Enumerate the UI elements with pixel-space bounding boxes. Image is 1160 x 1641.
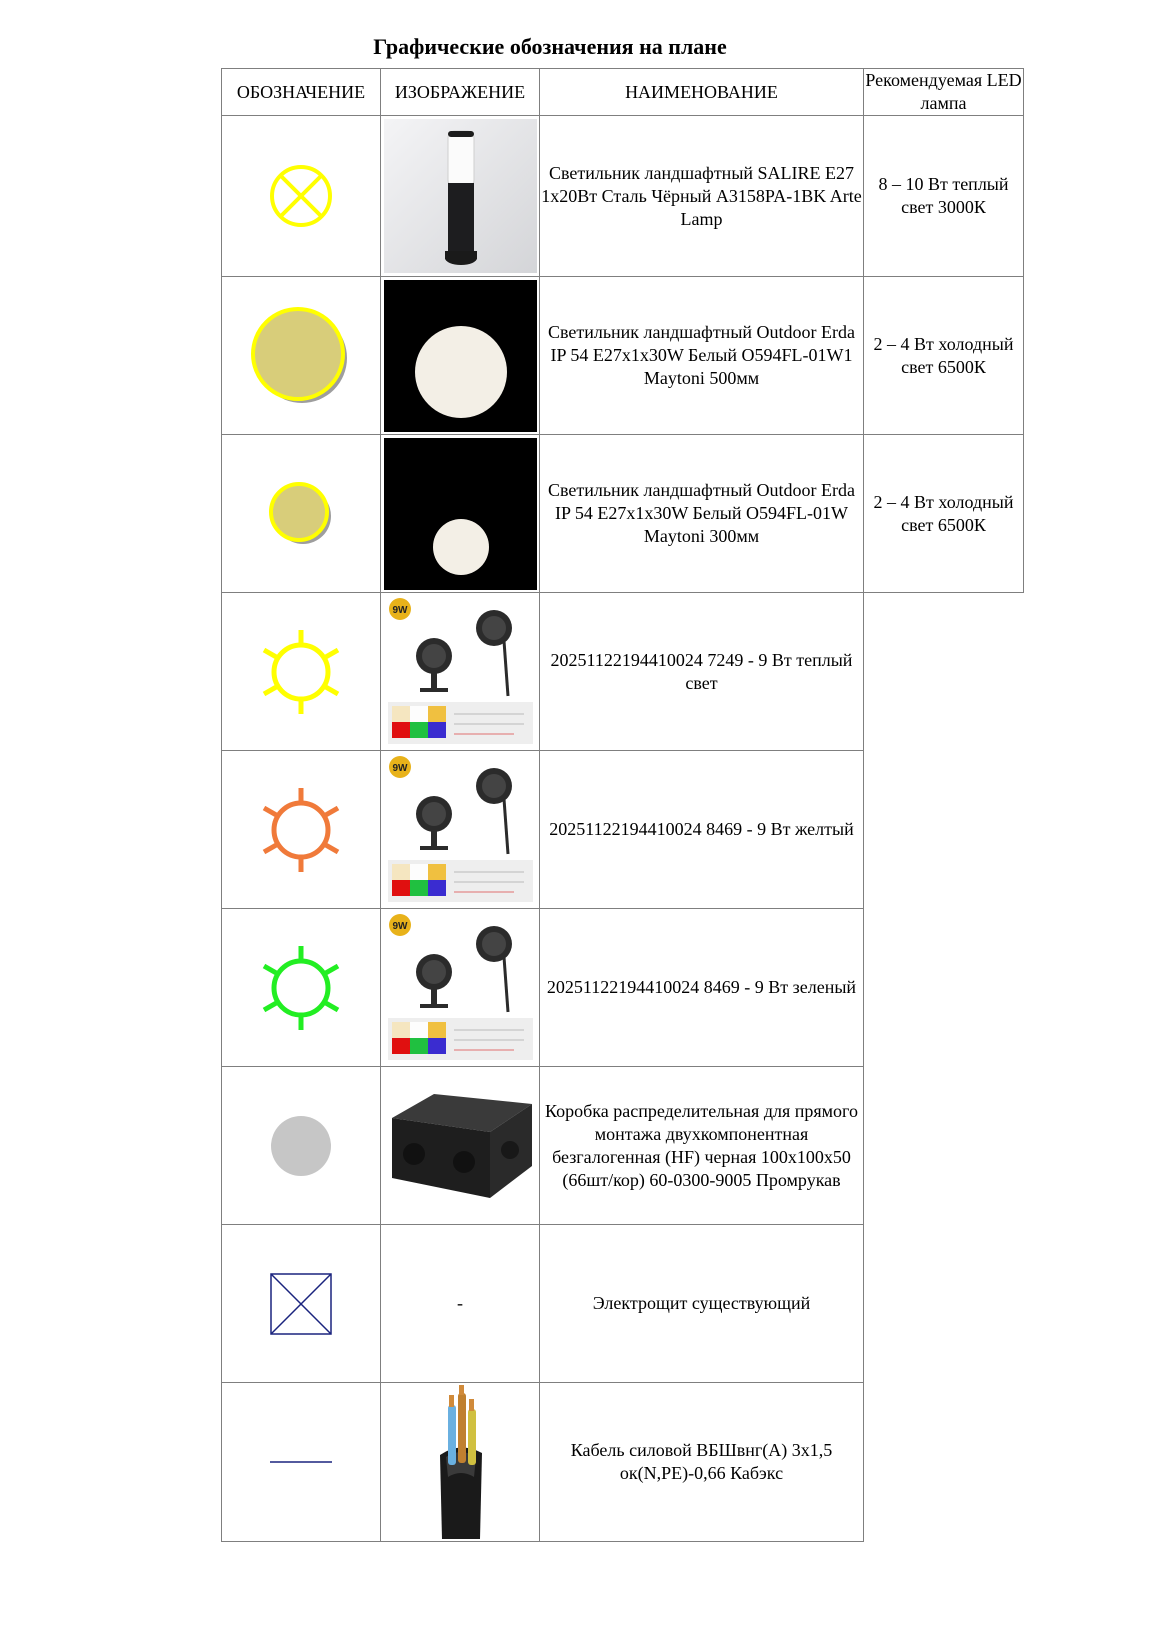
empty-cell	[864, 1225, 1024, 1383]
circle-cross-yellow-icon	[266, 161, 336, 231]
symbols-table	[221, 68, 1024, 1542]
table-row	[222, 1383, 1024, 1542]
power-cable-photo	[384, 1385, 537, 1539]
empty-cell	[864, 593, 1024, 751]
blue-line-icon	[270, 1459, 332, 1465]
image-cell	[381, 1383, 540, 1542]
table-row	[222, 909, 1024, 1067]
table-row	[222, 435, 1024, 593]
symbol-cell	[222, 1225, 381, 1383]
badge-9w: 9W	[392, 762, 407, 774]
table-row	[222, 1067, 1024, 1225]
badge-9w: 9W	[392, 604, 407, 616]
symbol-cell	[222, 1067, 381, 1225]
sun-orange-icon	[256, 785, 346, 875]
table-row	[222, 277, 1024, 435]
spike-spotlight-photo	[384, 912, 537, 1064]
image-placeholder-dash: -	[381, 1225, 540, 1383]
small-yellow-circle-icon	[266, 481, 336, 547]
badge-9w: 9W	[392, 920, 407, 932]
image-cell	[381, 909, 540, 1067]
white-sphere-large-photo	[384, 280, 537, 432]
symbol-cell	[222, 593, 381, 751]
image-cell	[381, 116, 540, 277]
white-sphere-small-photo	[384, 438, 537, 590]
sun-yellow-icon	[256, 627, 346, 717]
name-cell: Кабель силовой ВБШвнг(А) 3х1,5 ок(N,PE)-0,66 Кабэкс	[540, 1383, 864, 1542]
table-row	[222, 116, 1024, 277]
black-junction-box-photo	[384, 1070, 537, 1222]
name-cell: Светильник ландшафтный Outdoor Erda IP 54 E27x1x30W Белый O594FL-01W Maytoni 300мм	[540, 435, 864, 593]
name-cell: 20251122194410024 8469 - 9 Вт желтый	[540, 751, 864, 909]
image-cell	[381, 1067, 540, 1225]
symbol-cell	[222, 435, 381, 593]
image-cell	[381, 593, 540, 751]
spike-spotlight-photo	[384, 754, 537, 906]
symbol-cell	[222, 751, 381, 909]
header-name: НАИМЕНОВАНИЕ	[540, 69, 864, 116]
header-image: ИЗОБРАЖЕНИЕ	[381, 69, 540, 116]
symbol-cell	[222, 909, 381, 1067]
name-cell: 20251122194410024 8469 - 9 Вт зеленый	[540, 909, 864, 1067]
empty-cell	[864, 1383, 1024, 1542]
square-cross-blue-icon	[270, 1273, 332, 1335]
large-yellow-circle-icon	[247, 306, 355, 406]
image-cell	[381, 277, 540, 435]
name-cell: Светильник ландшафтный Outdoor Erda IP 54 E27x1x30W Белый O594FL-01W1 Maytoni 500мм	[540, 277, 864, 435]
name-cell: 20251122194410024 7249 - 9 Вт теплый свет	[540, 593, 864, 751]
table-row	[222, 593, 1024, 751]
name-cell: Светильник ландшафтный SALIRE E27 1x20Вт Сталь Чёрный A3158PA-1BK Arte Lamp	[540, 116, 864, 277]
image-cell	[381, 751, 540, 909]
page-title: Графические обозначения на плане	[373, 34, 727, 59]
name-cell: Коробка распределительная для прямого монтажа двухкомпонентная безгалогенная (HF) черная 100х100х50 (66шт/кор) 60-0300-9005 Промрукав	[540, 1067, 864, 1225]
header-recommended-lamp: Рекомендуемая LED лампа	[864, 69, 1024, 116]
header-symbol: ОБОЗНАЧЕНИЕ	[222, 69, 381, 116]
table-row	[222, 1225, 1024, 1383]
lamp-cell: 8 – 10 Вт теплый свет 3000К	[864, 116, 1024, 277]
image-cell	[381, 435, 540, 593]
table-row	[222, 751, 1024, 909]
grey-dot-icon	[269, 1114, 333, 1178]
black-bollard-lamp-photo	[384, 119, 537, 273]
empty-cell	[864, 751, 1024, 909]
empty-cell	[864, 909, 1024, 1067]
table-header-row	[222, 69, 1024, 116]
symbol-cell	[222, 277, 381, 435]
empty-cell	[864, 1067, 1024, 1225]
sun-green-icon	[256, 943, 346, 1033]
lamp-cell: 2 – 4 Вт холодный свет 6500К	[864, 435, 1024, 593]
lamp-cell: 2 – 4 Вт холодный свет 6500К	[864, 277, 1024, 435]
spike-spotlight-photo	[384, 596, 537, 748]
symbol-cell	[222, 1383, 381, 1542]
symbol-cell	[222, 116, 381, 277]
name-cell: Электрощит существующий	[540, 1225, 864, 1383]
